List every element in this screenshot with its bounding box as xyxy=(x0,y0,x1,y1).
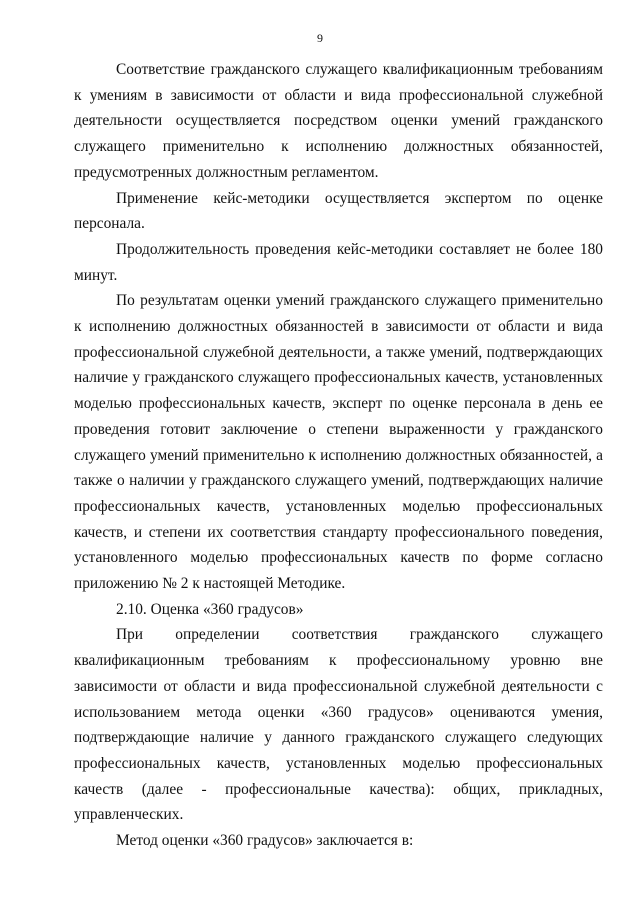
paragraph-assessment-results: По результатам оценки умений гражданского служащего применительно к исполнению должностных обязанностей в зависимости от области и вида профессиональной служебной деятельности, а также умений, подтверждающих наличие у гражданского служащего профессиональных качеств, установленных моделью профессиональных качеств, эксперт по оценке персонала в день ее проведения готовит заключение о степени выраженности у гражданского служащего умений применительно к исполнению должностных обязанностей, а также о наличии у гражданского служащего умений, подтверждающих наличие профессиональных качеств, установленных моделью профессиональных качеств, и степени их соответствия стандарту профессионального поведения, установленного моделью профессиональных качеств по форме согласно приложению № 2 к настоящей Методике. xyxy=(74,292,603,593)
paragraph-360-assessment: При определении соответствия гражданского служащего квалификационным требованиям к профессиональному уровню вне зависимости от области и вида профессиональной служебной деятельности с использованием метода оценки «360 градусов» оцениваются умения, подтверждающие наличие у данного гражданского служащего следующих профессиональных качеств, установленных моделью профессиональных качеств (далее - профессиональные качества): общих, прикладных, управленческих. xyxy=(74,626,603,824)
paragraph-case-method-expert: Применение кейс-методики осуществляется экспертом по оценке персонала. xyxy=(74,189,603,233)
paragraph-competence-assessment: Соответствие гражданского служащего квалификационным требованиям к умениям в зависимости от области и вида профессиональной служебной деятельности осуществляется посредством оценки умений гражданского служащего применительно к исполнению должностных обязанностей, предусмотренных должностным регламентом. xyxy=(74,61,603,181)
page-number: 9 xyxy=(317,31,323,45)
paragraph-360-method-intro: Метод оценки «360 градусов» заключается в: xyxy=(116,832,414,850)
section-heading-360: 2.10. Оценка «360 градусов» xyxy=(116,600,304,618)
paragraph-case-method-duration: Продолжительность проведения кейс-методики составляет не более 180 минут. xyxy=(74,240,603,284)
document-body xyxy=(74,57,603,854)
